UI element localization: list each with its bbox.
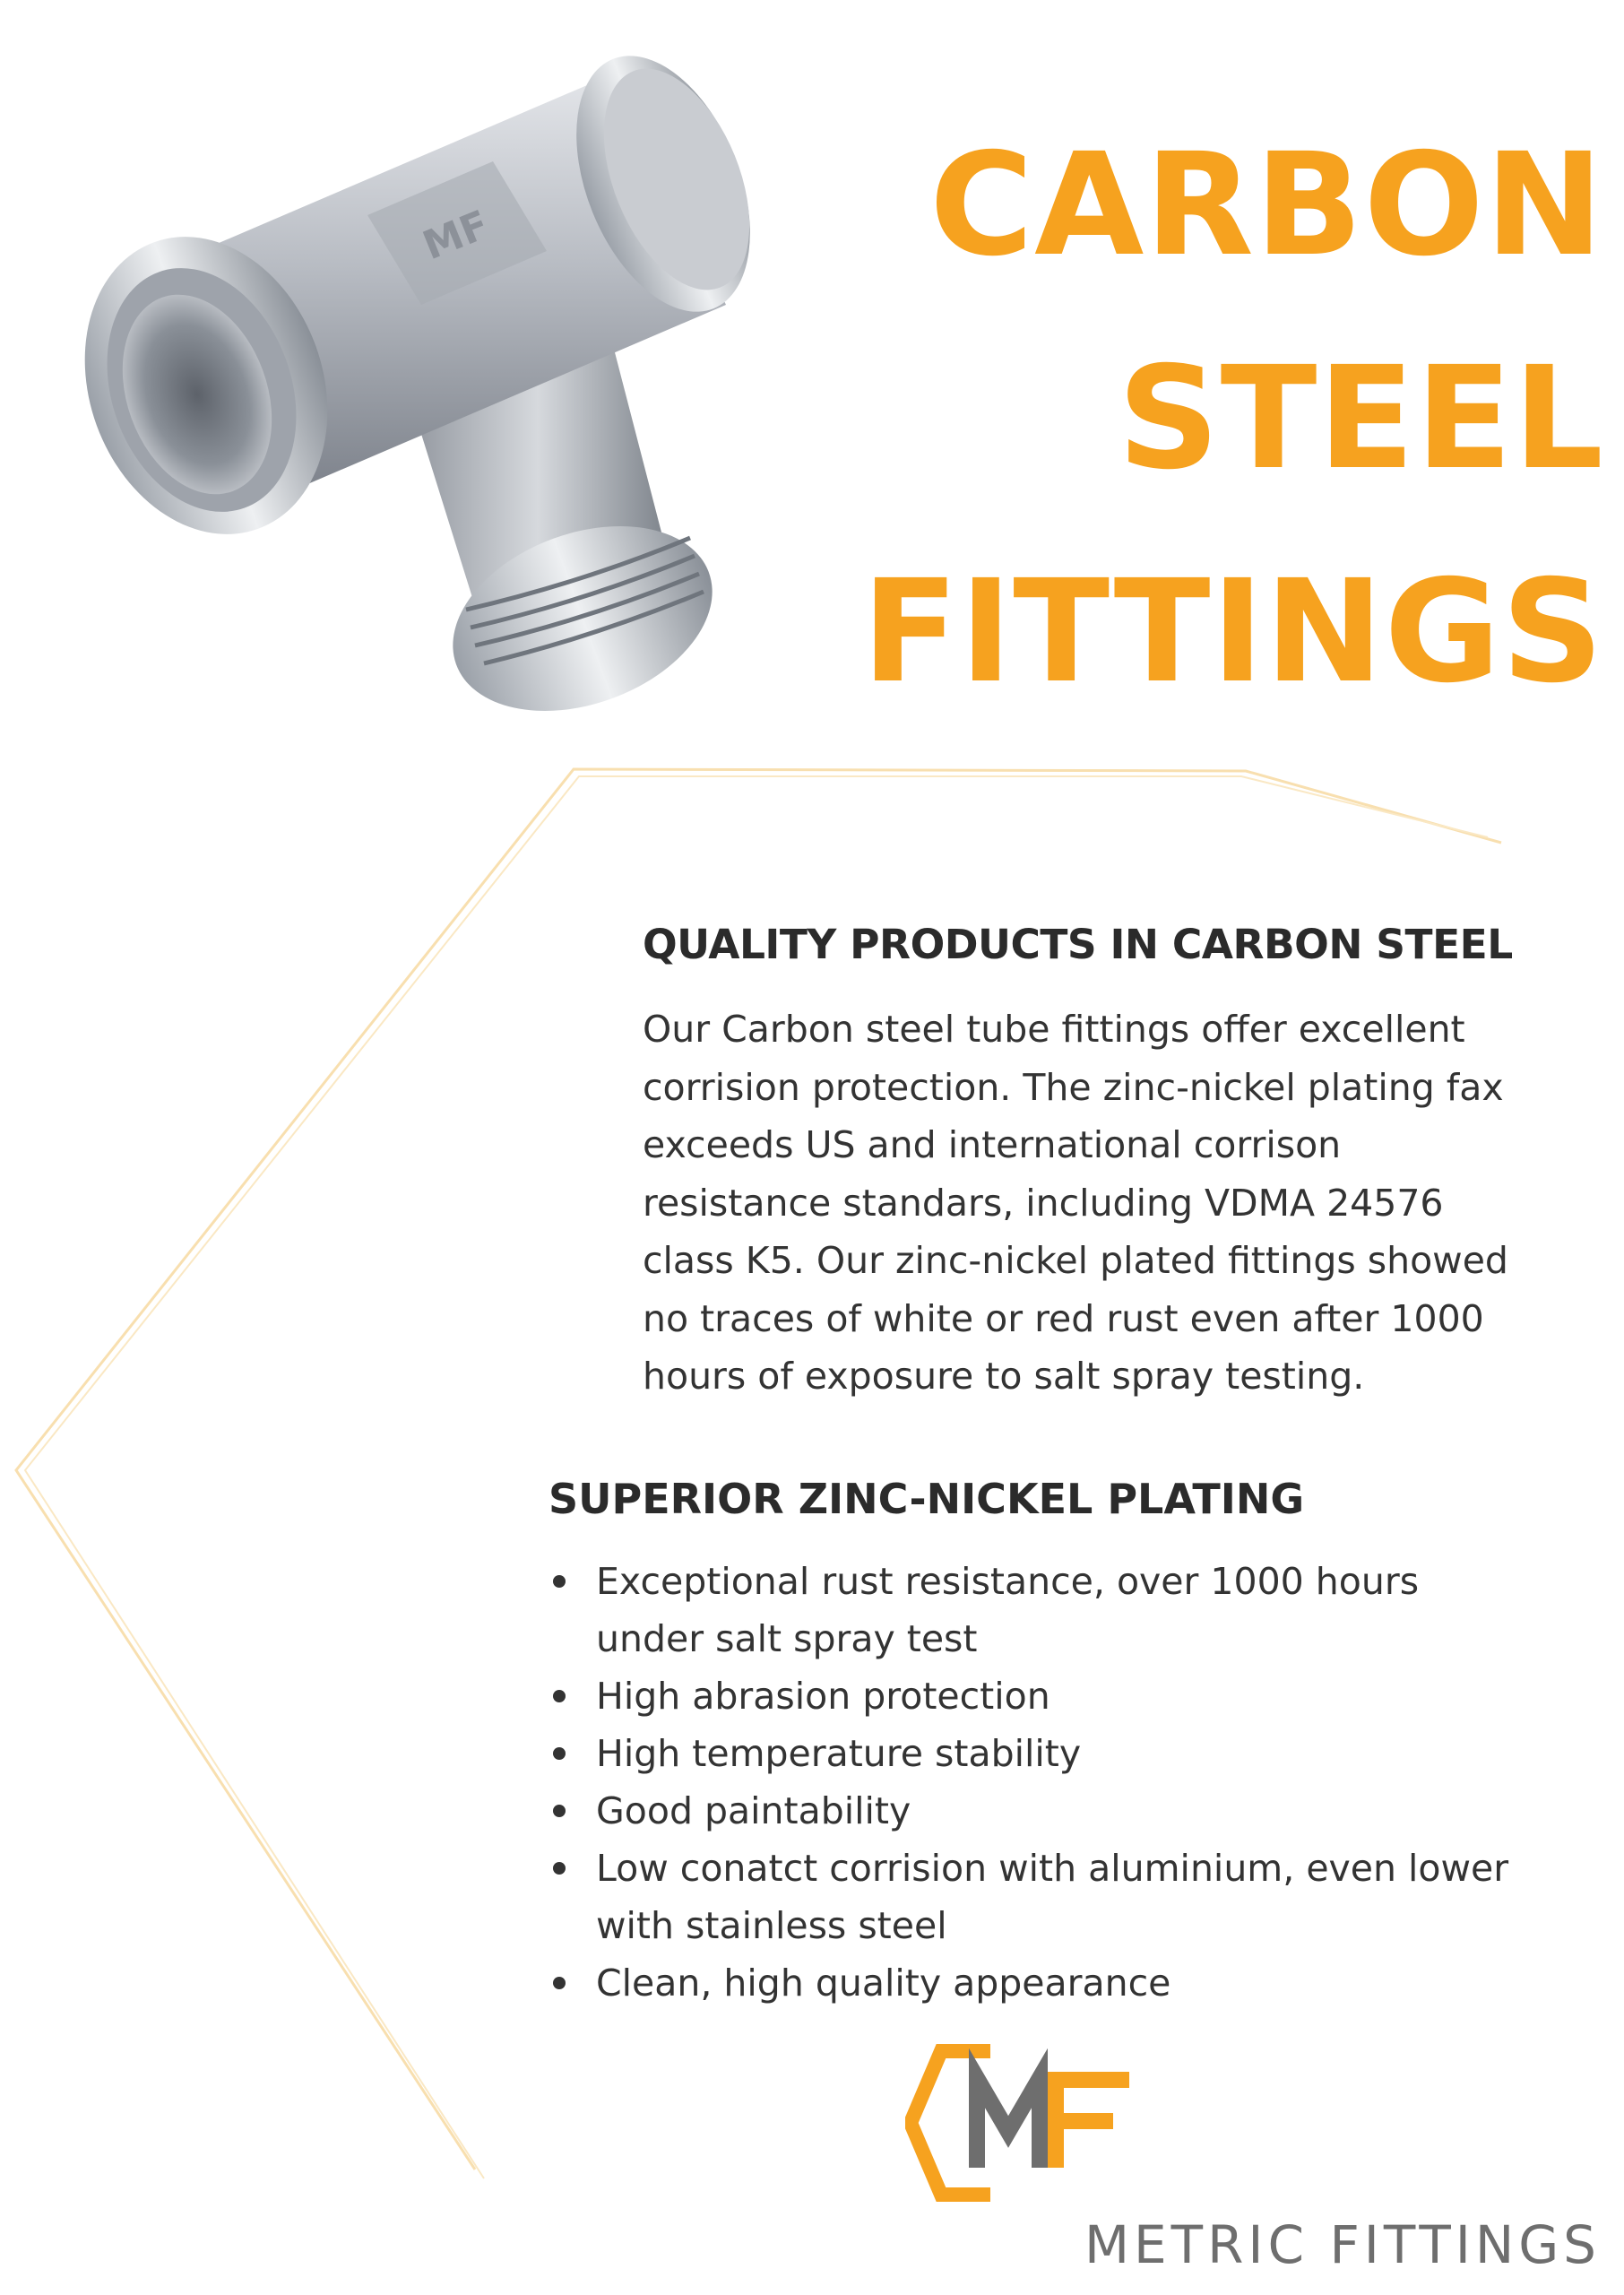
title-line-1: CARBON	[929, 123, 1604, 288]
bullet-text: Exceptional rust resistance, over 1000 hours	[596, 1560, 1420, 1603]
bullet-text: with stainless steel	[596, 1904, 947, 1947]
bullet-item	[549, 1667, 1615, 1725]
paragraph-line: hours of exposure to salt spray testing.	[643, 1355, 1365, 1398]
title-line-2: STEEL	[1117, 336, 1604, 501]
tee-fitting-image	[45, 36, 851, 753]
paragraph-line: no traces of white or red rust even after 1000	[643, 1296, 1484, 1340]
bullet-text: High temperature stability	[596, 1732, 1082, 1775]
bullet-text: Good paintability	[596, 1789, 911, 1832]
bullet-dot-icon	[553, 1977, 566, 1989]
quality-paragraph	[643, 1000, 1611, 1406]
bullet-text: High abrasion protection	[596, 1675, 1050, 1718]
paragraph-line: resistance standars, including VDMA 24576	[643, 1181, 1444, 1225]
bullet-item	[549, 1725, 1615, 1782]
paragraph-line: Our Carbon steel tube fittings offer excellent	[643, 1008, 1465, 1051]
bullet-dot-icon	[553, 1690, 566, 1702]
plating-bullet-list	[549, 1553, 1615, 2012]
paragraph-line: class K5. Our zinc-nickel plated fittings showed	[643, 1239, 1508, 1282]
bullet-dot-icon	[553, 1747, 566, 1760]
plating-heading: SUPERIOR ZINC-NICKEL PLATING	[549, 1475, 1305, 1523]
bullet-item	[549, 1553, 1615, 1667]
bullet-item	[549, 1840, 1615, 1954]
bullet-item	[549, 1782, 1615, 1840]
brand-name: METRIC FITTINGS	[1084, 2214, 1601, 2275]
plating-section	[549, 1470, 1615, 2012]
bullet-text: Low conatct corrision with aluminium, even lower	[596, 1847, 1509, 1890]
bullet-text: under salt spray test	[596, 1617, 978, 1660]
metric-fittings-logo	[905, 2042, 1201, 2204]
bullet-item	[549, 1954, 1615, 2012]
page-title	[862, 99, 1604, 739]
quality-section	[643, 916, 1611, 1406]
paragraph-line: exceeds US and international corrison	[643, 1123, 1342, 1166]
bullet-dot-icon	[553, 1805, 566, 1817]
svg-text:MF: MF	[417, 202, 496, 270]
quality-heading: QUALITY PRODUCTS IN CARBON STEEL	[643, 921, 1513, 968]
title-line-3: FITTINGS	[861, 550, 1604, 714]
bullet-text: Clean, high quality appearance	[596, 1962, 1171, 2005]
bullet-dot-icon	[553, 1862, 566, 1875]
paragraph-line: corrision protection. The zinc-nickel plating fax	[643, 1065, 1504, 1109]
bullet-dot-icon	[553, 1575, 566, 1588]
